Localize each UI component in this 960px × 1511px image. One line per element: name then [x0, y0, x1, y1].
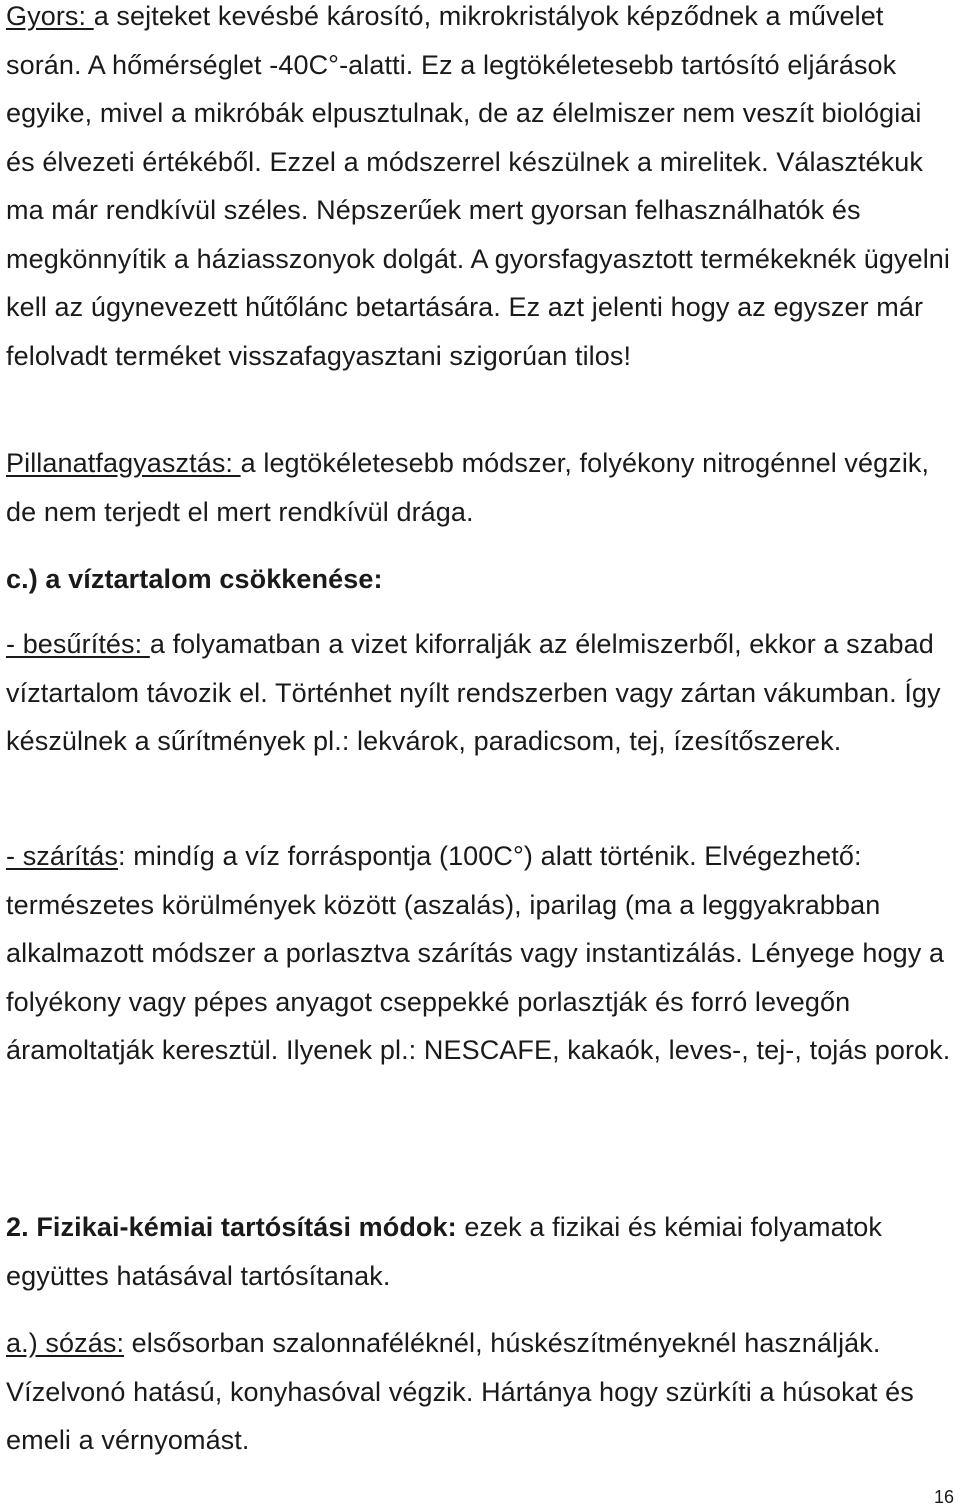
section-heading-2: 2. Fizikai-kémiai tartósítási módok:	[6, 1212, 457, 1242]
paragraph-pillanatfagyasztas	[6, 439, 954, 536]
paragraph-sozas-text: elsősorban szalonnaféléknél, húskészítményeknél használják. Vízelvonó hatású, konyhasóval végzik. Hártánya hogy szürkíti a húsokat és emeli a vérnyomást.	[6, 1328, 914, 1455]
paragraph-pillanatfagyasztas-text: a legtökéletesebb módszer, folyékony nitrogénnel végzik, de nem terjedt el mert rendkívül drága.	[6, 448, 930, 527]
paragraph-gyors-text: a sejteket kevésbé károsító, mikrokristályok képződnek a művelet során. A hőmérséglet -40C°-alatti. Ez a legtökéletesebb tartósító eljárások egyike, mivel a mikróbák elpusztulnak, de az élelmiszer nem veszít biológiai és élvezeti értékéből. Ezzel a módszerrel készülnek a mirelitek. Választékuk ma már rendkívül széles. Népszerűek mert gyorsan felhasználhatók és megkönnyítik a háziasszonyok dolgát. A gyorsfagyasztott termékeknék ügyelni kell az úgynevezett hűtőlánc betartására. Ez azt jelenti hogy az egyszer már felolvadt terméket visszafagyasztani szigorúan tilos!	[6, 1, 951, 371]
paragraph-szaritas-text: : mindíg a víz forráspontja (100C°) alatt történik. Elvégezhető: természetes körülmények között (aszalás), iparilag (ma a leggyakrabban alkalmazott módszer a porlasztva szárítás vagy instantizálás. Lényege hogy a folyékony vagy pépes anyagot cseppekké porlasztják és forró levegőn áramoltatják keresztül. Ilyenek pl.: NESCAFE, kakaók, leves-, tej-, tojás porok.	[6, 841, 951, 1065]
term-pillanatfagyasztas: Pillanatfagyasztás:	[6, 448, 241, 478]
paragraph-fizikai-kemiai	[6, 1203, 954, 1300]
paragraph-besurites-text: a folyamatban a vizet kiforralják az élelmiszerből, ekkor a szabad víztartalom távozik el. Történhet nyílt rendszerben vagy zártan vákumban. Így készülnek a sűrítmények pl.: lekvárok, paradicsom, tej, ízesítőszerek.	[6, 629, 941, 756]
term-gyors: Gyors:	[6, 1, 94, 31]
paragraph-fizikai-kemiai-text: ezek a fizikai és kémiai folyamatok együttes hatásával tartósítanak.	[6, 1212, 883, 1291]
paragraph-szaritas	[6, 832, 954, 1075]
term-sozas: a.) sózás:	[6, 1328, 125, 1358]
paragraph-gyors	[6, 0, 954, 380]
section-heading-c: c.) a víztartalom csökkenése:	[6, 564, 383, 594]
term-besurites: - besűrítés:	[6, 629, 150, 659]
term-szaritas: - szárítás	[6, 841, 119, 871]
paragraph-besurites	[6, 620, 954, 766]
paragraph-sozas	[6, 1319, 954, 1465]
page-number: 16	[933, 1487, 954, 1507]
